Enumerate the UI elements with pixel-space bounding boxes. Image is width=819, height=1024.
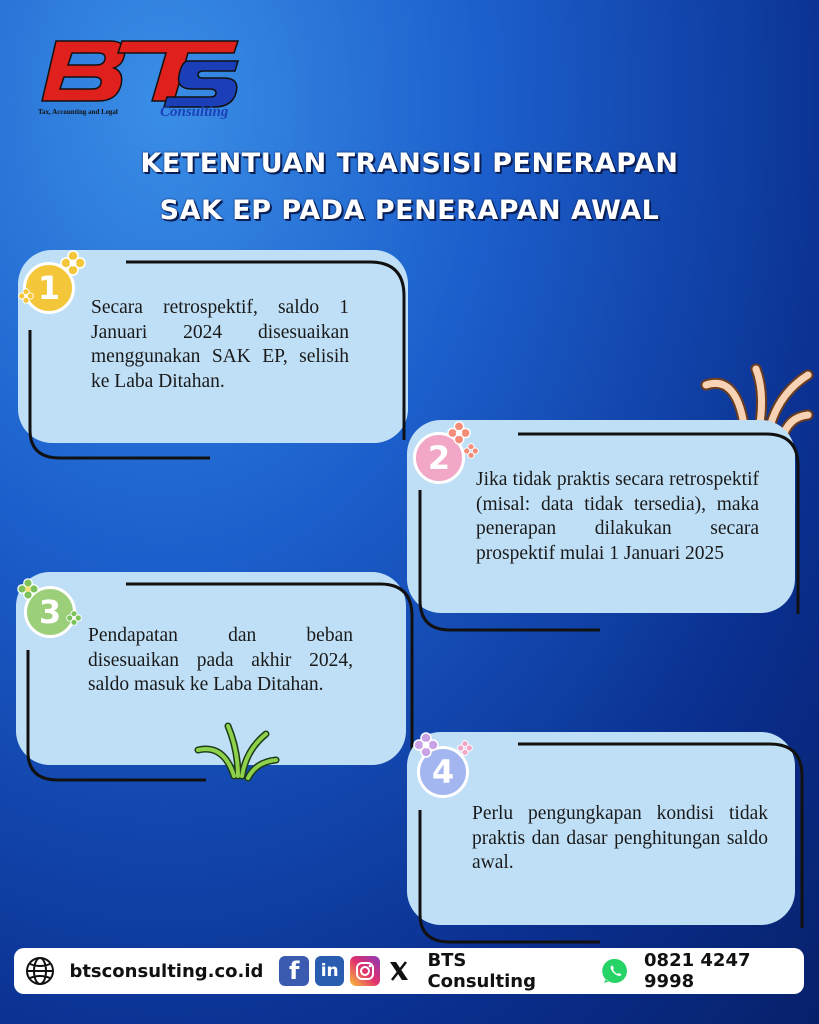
flower-icon (457, 740, 473, 756)
footer-bar (14, 948, 804, 994)
flower-icon (60, 250, 86, 276)
step-number-2: 2 (427, 439, 451, 477)
grass-decoration-icon (194, 720, 284, 782)
step-text-2: Jika tidak praktis secara retrospektif (misal: data tidak tersedia), maka penerapan dilakukan secara prospektif mulai 1 Januari 2025 (476, 469, 759, 564)
flower-icon (17, 578, 39, 600)
step-text-3: Pendapatan dan beban disesuaikan pada akhir 2024, saldo masuk ke Laba Ditahan. (88, 625, 353, 695)
logo-tagline: Tax, Accounting and Legal (38, 108, 118, 116)
globe-icon (24, 955, 55, 987)
flower-icon (413, 732, 439, 758)
phone-number[interactable]: 0821 4247 9998 (644, 950, 751, 992)
step-number-1: 1 (37, 269, 61, 307)
page-title-line-1: KETENTUAN TRANSISI PENERAPAN (140, 148, 679, 179)
step-text-1: Secara retrospektif, saldo 1 Januari 2024 disesuaikan menggunakan SAK EP, selisih ke Laba Ditahan. (91, 297, 349, 392)
whatsapp-icon[interactable] (601, 956, 630, 986)
flower-icon (18, 288, 34, 304)
x-icon[interactable] (386, 956, 412, 986)
step-number-4: 4 (431, 753, 455, 791)
linkedin-icon[interactable]: in (315, 956, 344, 986)
flower-icon (447, 421, 471, 445)
facebook-icon[interactable]: f (279, 956, 308, 986)
flower-icon (66, 610, 82, 626)
instagram-icon[interactable] (350, 956, 379, 986)
step-text-4: Perlu pengungkapan kondisi tidak praktis dan dasar penghitungan saldo awal. (472, 803, 768, 873)
website-link[interactable]: btsconsulting.co.id (69, 960, 264, 982)
logo-consulting-text: Consulting (160, 104, 229, 120)
flower-icon (463, 443, 479, 459)
step-number-3: 3 (38, 593, 62, 631)
social-handle: BTS Consulting (427, 950, 536, 992)
logo-letters (42, 41, 238, 107)
page-title-line-2: SAK EP PADA PENERAPAN AWAL (159, 195, 660, 226)
